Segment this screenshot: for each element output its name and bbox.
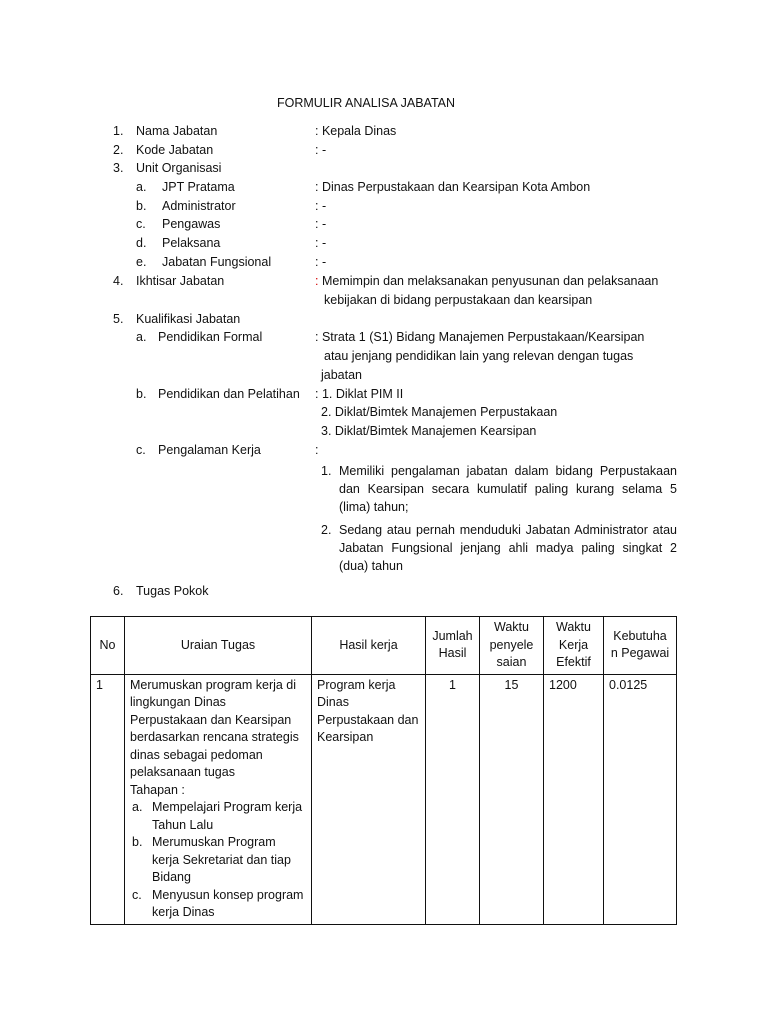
nama-jabatan-label: Nama Jabatan: [136, 124, 218, 138]
pelaksana-value: : -: [315, 236, 327, 250]
kualifikasi-jabatan-label: Kualifikasi Jabatan: [136, 312, 241, 326]
column-header: Waktu penyele saian: [480, 617, 544, 675]
item-number: 4.: [113, 274, 124, 288]
jpt-pratama-value: : Dinas Perpustakaan dan Kearsipan Kota Ambon: [315, 180, 591, 194]
jabatan-fungsional-value: : -: [315, 255, 327, 269]
pelatihan-line: 3. Diklat/Bimtek Manajemen Kearsipan: [321, 424, 537, 438]
list-marker: c.: [132, 887, 142, 902]
unit-organisasi-label: Unit Organisasi: [136, 161, 222, 175]
list-item: [132, 887, 306, 922]
pelatihan-label: Pendidikan dan Pelatihan: [158, 387, 300, 401]
kode-jabatan-value: : -: [315, 143, 327, 157]
pelatihan-line: 2. Diklat/Bimtek Manajemen Perpustakaan: [321, 405, 558, 419]
column-header: No: [91, 617, 125, 675]
pendidikan-formal-line: atau jenjang pendidikan lain yang relevan dengan tugas: [324, 349, 634, 363]
pelaksana-label: Pelaksana: [162, 236, 221, 250]
list-item: [132, 799, 306, 834]
pengalaman-point: Memiliki pengalaman jabatan dalam bidang Perpustakaan dan Kearsipan secara kumulatif paling kurang selama 5 (lima) tahun;: [339, 464, 677, 514]
jpt-pratama-label: JPT Pratama: [162, 180, 235, 194]
pengalaman-point: Sedang atau pernah menduduki Jabatan Administrator atau Jabatan Fungsional jenjang ahli madya paling singkat 2 (dua) tahun: [339, 523, 677, 573]
list-item-text: Mempelajari Program kerja Tahun Lalu: [152, 800, 303, 832]
sub-letter: c.: [136, 217, 146, 231]
sub-letter: c.: [136, 443, 146, 457]
administrator-label: Administrator: [162, 199, 236, 213]
item-number: 5.: [113, 312, 124, 326]
list-item: [132, 834, 306, 887]
list-marker: b.: [132, 835, 143, 849]
cell-no: 1: [91, 674, 125, 924]
cell-waktu-kerja-efektif: 1200: [544, 674, 604, 924]
sub-letter: e.: [136, 255, 147, 269]
pendidikan-formal-line: : Strata 1 (S1) Bidang Manajemen Perpustakaan/Kearsipan: [315, 330, 645, 344]
cell-waktu-penyelesaian: 15: [480, 674, 544, 924]
table-header-row: [91, 617, 677, 675]
list-marker: a.: [132, 800, 143, 814]
cell-jumlah-hasil: 1: [426, 674, 480, 924]
table-row: [91, 674, 677, 924]
pengawas-value: : -: [315, 217, 327, 231]
cell-hasil-kerja: Program kerja Dinas Perpustakaan dan Kearsipan: [312, 674, 426, 924]
item-number: 6.: [113, 584, 124, 598]
ikhtisar-text-line: Memimpin dan melaksanakan penyusunan dan pelaksanaan: [322, 274, 659, 288]
sub-letter: a.: [136, 180, 147, 194]
tahapan-list: [130, 799, 306, 922]
page-title: FORMULIR ANALISA JABATAN: [276, 96, 456, 110]
pendidikan-formal-label: Pendidikan Formal: [158, 330, 263, 344]
cell-uraian-tugas: [125, 674, 312, 924]
item-number: 2.: [113, 143, 124, 157]
tugas-table: [90, 616, 677, 925]
list-item-text: Menyusun konsep program kerja Dinas: [152, 887, 304, 919]
uraian-text: Merumuskan program kerja di lingkungan Dinas Perpustakaan dan Kearsipan berdasarkan rencana strategis dinas sebagai pedoman pelaksanaan tugas: [130, 677, 299, 779]
column-header: Kebutuha n Pegawai: [604, 617, 677, 675]
pengalaman-colon: :: [315, 443, 319, 457]
sub-letter: a.: [136, 330, 147, 344]
item-number: 1.: [113, 124, 124, 138]
sub-letter: b.: [136, 199, 147, 213]
tahapan-label: Tahapan :: [130, 782, 185, 797]
item-number: 3.: [113, 161, 124, 175]
pengalaman-num: 2.: [321, 523, 332, 537]
ikhtisar-jabatan-label: Ikhtisar Jabatan: [136, 274, 225, 288]
sub-letter: b.: [136, 387, 147, 401]
pelatihan-line: : 1. Diklat PIM II: [315, 387, 404, 401]
administrator-value: : -: [315, 199, 327, 213]
kode-jabatan-label: Kode Jabatan: [136, 143, 214, 157]
nama-jabatan-value: : Kepala Dinas: [315, 124, 397, 138]
column-header: Waktu Kerja Efektif: [544, 617, 604, 675]
pendidikan-formal-line: jabatan: [321, 368, 363, 382]
ikhtisar-colon: :: [315, 274, 319, 288]
column-header: Jumlah Hasil: [426, 617, 480, 675]
column-header: Uraian Tugas: [125, 617, 312, 675]
column-header: Hasil kerja: [312, 617, 426, 675]
tugas-pokok-label: Tugas Pokok: [136, 584, 209, 598]
pengawas-label: Pengawas: [162, 217, 221, 231]
list-item-text: Merumuskan Program kerja Sekretariat dan tiap Bidang: [152, 835, 291, 884]
cell-kebutuhan-pegawai: 0.0125: [604, 674, 677, 924]
pengalaman-num: 1.: [321, 464, 332, 478]
sub-letter: d.: [136, 236, 147, 250]
jabatan-fungsional-label: Jabatan Fungsional: [162, 255, 272, 269]
ikhtisar-text-line: kebijakan di bidang perpustakaan dan kearsipan: [324, 293, 593, 307]
pengalaman-kerja-label: Pengalaman Kerja: [158, 443, 261, 457]
